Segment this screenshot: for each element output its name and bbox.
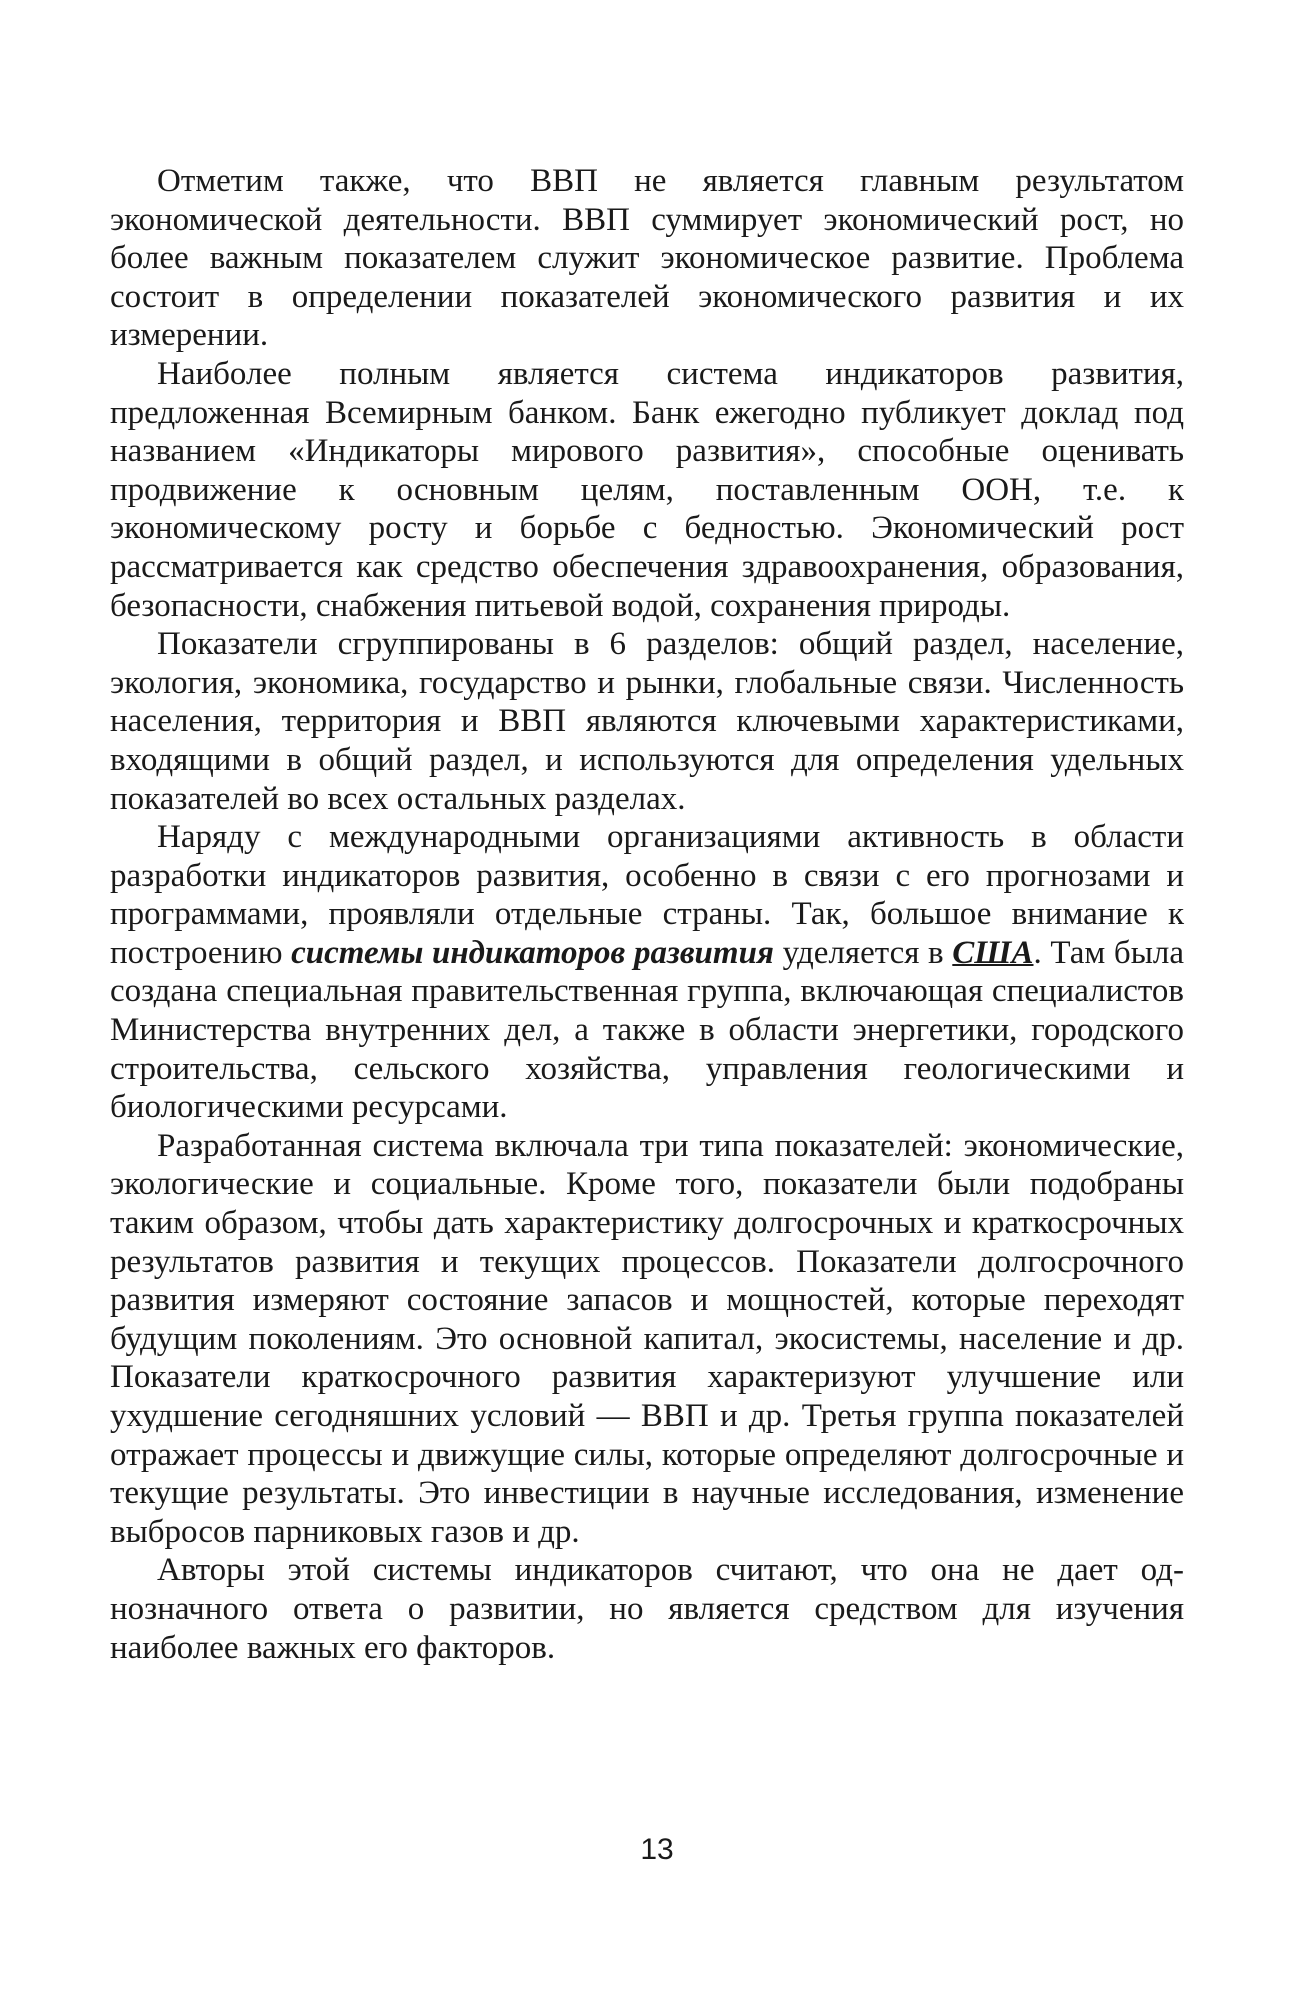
paragraph-countries-text-a: Наряду с международными организациями активность в области разработки индикаторов развития, особенно в связи с его прогнозами и программами, проявляли отдельные страны. Так, большое внимание к построению <box>110 819 1184 971</box>
paragraph-countries-text-b: уделяется в <box>773 934 953 971</box>
paragraph-countries <box>110 818 1184 1127</box>
paragraph-countries-text-c: . Там была создана специальная правительственная группа, включающая специалистов Министерства внутренних дел, а также в области энергетики, городского строительства, сельского хозяйства, управления геологическими и биологическими ресурсами. <box>110 934 1184 1126</box>
page-body <box>110 162 1184 1667</box>
paragraph-indicator-types: Разработанная система включала три типа показателей: экономические, экологические и социальные. Кроме того, показатели были подобраны таким образом, чтобы дать характеристику долгосрочных и краткосрочных результатов развития и текущих процессов. Показатели долгосрочного развития измеряют состояние запасов и мощностей, которые переходят будущим поколениям. Это основной капитал, экосистемы, население и др. Показатели краткосрочного развития характеризуют улучшение или ухудшение сегодняшних условий — ВВП и др. Третья группа показателей отражает процессы и движущие силы, которые определяют долгосрочные и текущие результаты. Это инвестиции в научные исследования, изменение выбросов парниковых газов и др. <box>110 1127 1184 1550</box>
paragraph-gdp-note: Отметим также, что ВВП не является главным результатом экономической деятельности. ВВП суммирует экономический рост, но более важным показателем служит экономическое развитие. Проблема состоит в определении показателей экономического развития и их измерении. <box>110 163 1184 354</box>
paragraph-world-bank: Наиболее полным является система индикаторов развития, предложенная Всемирным банком. Банк ежегодно публикует доклад под названием «Индикаторы мирового развития», способные оценивать продвижение к основным целям, поставленным ООН, т.е. к экономическому росту и борьбе с бедностью. Экономический рост рассматривается как средство обеспечения здравоохранения, образования, безопасности, снабжения питьевой водой, сохранения природы. <box>110 355 1184 624</box>
page-number: 13 <box>640 1833 674 1866</box>
emphasis-usa: США <box>952 934 1034 971</box>
emphasis-indicator-system: системы индикаторов развития <box>291 934 774 971</box>
paragraph-sections: Показатели сгруппированы в 6 разделов: общий раздел, население, экология, экономика, государство и рынки, глобальные связи. Численность населения, территория и ВВП являются ключевыми характеристиками, входящими в общий раздел, и используются для определения удельных показателей во всех остальных разделах. <box>110 626 1184 817</box>
paragraph-conclusion: Авторы этой системы индикаторов считают, что она не дает однозначного ответа о развитии, но является средством для изучения наиболее важных его факторов. <box>110 1552 1184 1666</box>
